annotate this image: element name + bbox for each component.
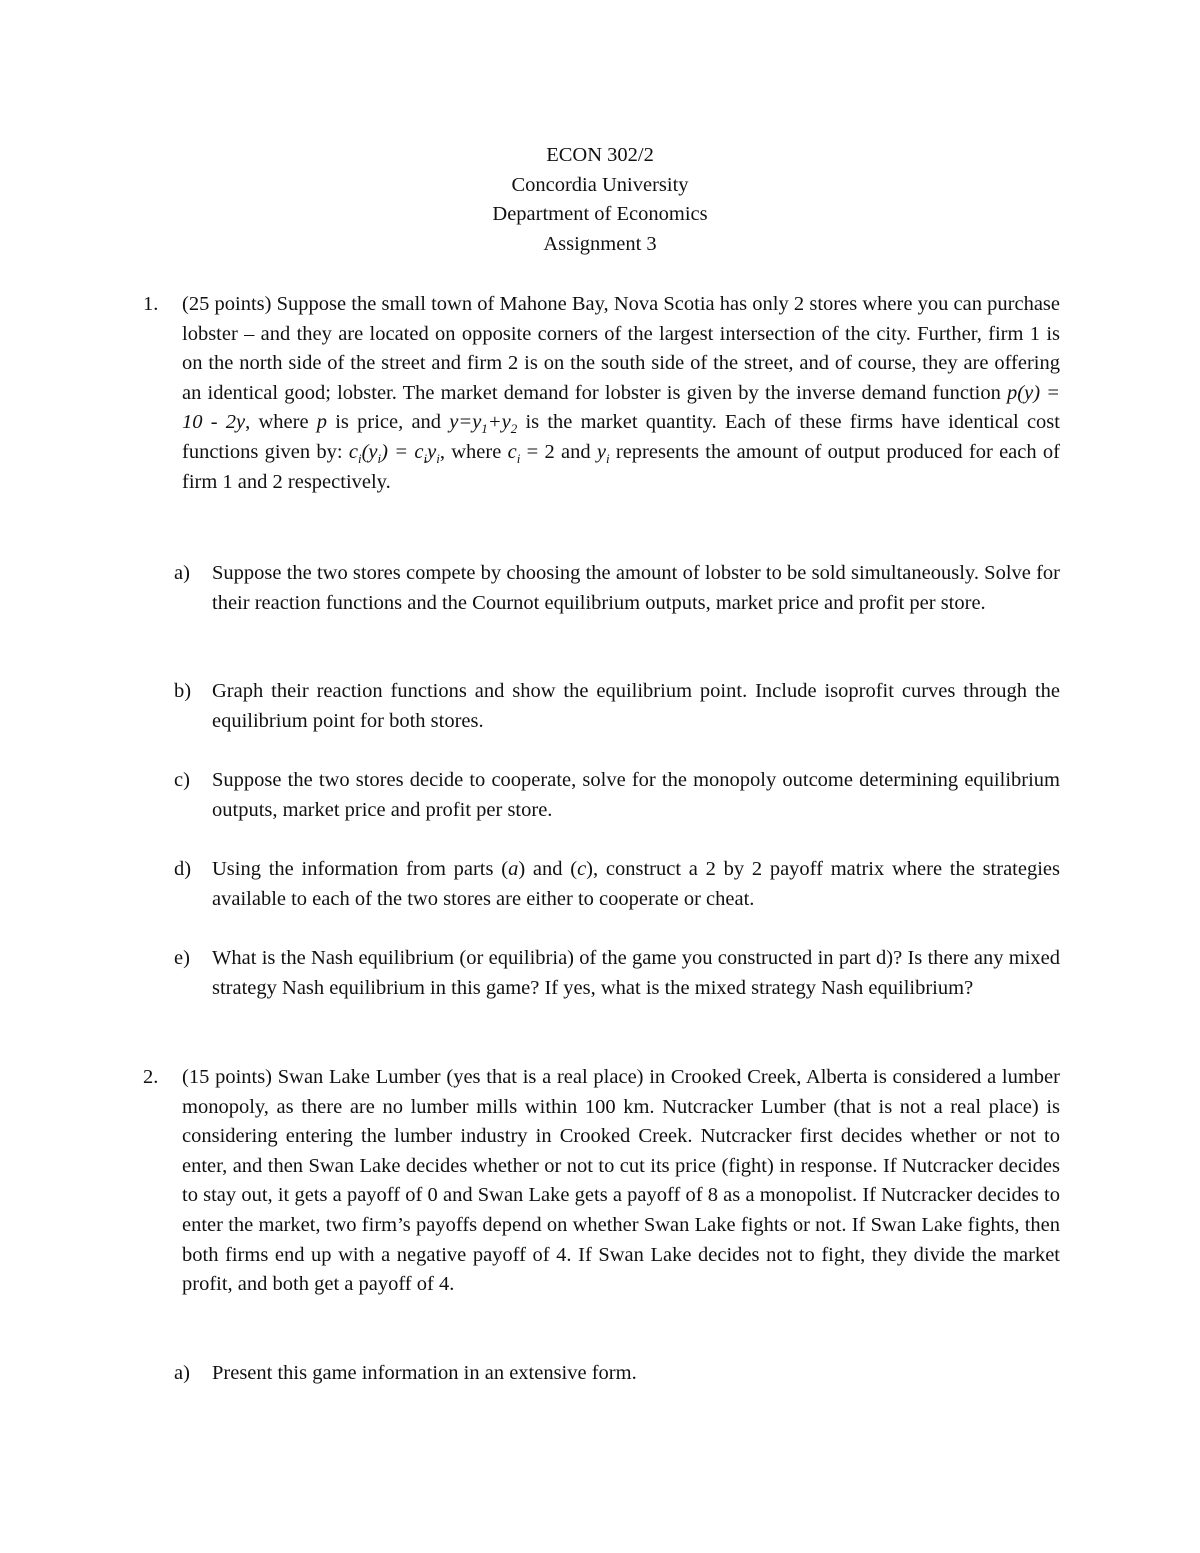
part-text: Suppose the two stores decide to cooperate, solve for the monopoly outcome determining equilibrium outputs, market price and profit per store. — [212, 769, 1060, 821]
part-label: a) — [174, 1362, 190, 1384]
question-2-part-a — [174, 1359, 1060, 1389]
part-text: Present this game information in an extensive form. — [212, 1362, 637, 1384]
course-code: ECON 302/2 — [546, 144, 654, 166]
question-text: (15 points) Swan Lake Lumber (yes that is a real place) in Crooked Creek, Alberta is considered a lumber monopoly, as there are no lumber mills within 100 km. Nutcracker Lumber (that is not a real place) is considering entering the lumber industry in Crooked Creek. Nutcracker first decides whether or not to enter, and then Swan Lake decides whether or not to cut its price (fight) in response. If Nutcracker decides to stay out, it gets a payoff of 0 and Swan Lake gets a payoff of 8 as a monopolist. If Nutcracker decides to enter the market, two firm’s payoffs depend on whether Swan Lake fights or not. If Swan Lake fights, then both firms end up with a negative payoff of 4. If Swan Lake decides not to fight, they divide the market profit, and both get a payoff of 4. — [182, 1066, 1060, 1296]
part-text: Suppose the two stores compete by choosing the amount of lobster to be sold simultaneously. Solve for their reaction functions and the Cournot equilibrium outputs, market price and profit per store. — [212, 562, 1060, 614]
part-text: Graph their reaction functions and show the equilibrium point. Include isoprofit curves through the equilibrium point for both stores. — [212, 680, 1060, 732]
demand-function: p(y) = 10 - 2y — [182, 381, 1061, 434]
question-text: (25 points) Suppose the small town of Mahone Bay, Nova Scotia has only 2 stores where you can purchase lobster – and they are located on opposite corners of the largest intersection of the city. Further, firm 1 is on the north side of the street and firm 2 is on the south side of the street, and of course, they are offering an identical good; lobster. The market demand for lobster is given by the inverse demand function p(y) = 10 - 2y, where p is price, and $y=y_1+y_2$ is the market quantity. Each of these firms have identical cost functions given by: $c_i(y_i) = c_iy_i$, where $c_i = 2$ and $y_i$ represents the amount of output produced for each of firm 1 and 2 respectively. — [182, 293, 1061, 493]
question-1-part-a — [174, 559, 1060, 618]
part-label: d) — [174, 858, 192, 880]
department-name: Department of Economics — [492, 203, 708, 225]
part-label: b) — [174, 680, 192, 702]
assignment-title: Assignment 3 — [543, 232, 657, 255]
question-1-part-d — [174, 855, 1060, 914]
question-1-part-c — [174, 766, 1060, 825]
part-label: a) — [174, 562, 190, 584]
quantity-definition: $y=y_1+y_2$ — [449, 411, 518, 437]
question-2 — [143, 1063, 1060, 1300]
part-label: c) — [174, 769, 190, 791]
question-1 — [143, 290, 1060, 497]
question-1-part-e — [174, 944, 1060, 1003]
part-label: e) — [174, 947, 190, 969]
cost-function: $c_i(y_i) = c_iy_i$ — [348, 440, 440, 467]
part-text: What is the Nash equilibrium (or equilibria) of the game you constructed in part d)? Is there any mixed strategy Nash equilibrium in this game? If yes, what is the mixed strategy Nash equilibrium? — [212, 947, 1060, 999]
part-text: Using the information from parts (a) and (c), construct a 2 by 2 payoff matrix where the strategies available to each of the two stores are either to cooperate or cheat. — [212, 858, 1060, 910]
question-number: 2. — [143, 1066, 159, 1088]
document-header — [0, 141, 1200, 259]
question-number: 1. — [143, 293, 159, 315]
university-name: Concordia University — [511, 173, 689, 196]
question-1-part-b — [174, 677, 1060, 736]
